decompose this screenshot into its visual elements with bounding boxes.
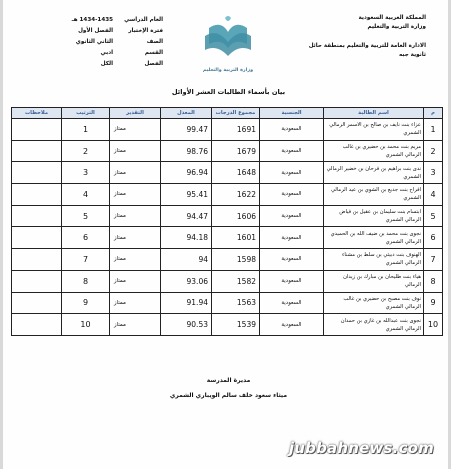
table-row [12, 249, 443, 271]
meta-value: الكل [100, 60, 113, 67]
notes [12, 249, 62, 271]
header-ministry: وزارة التربية والتعليم [367, 24, 426, 30]
meta-label: القسم [144, 49, 163, 56]
rank: 2 [62, 140, 110, 162]
grade: ممتاز [110, 162, 161, 184]
nationality: السعودية [260, 184, 324, 206]
grade: ممتاز [110, 292, 161, 314]
row-index: 6 [424, 227, 443, 249]
average: 98.76 [161, 140, 212, 162]
total-score: 1582 [212, 270, 260, 292]
student-name: هياء بنت طليحان بن مبارك بن زيدان الرمالي [324, 270, 424, 292]
table-row [12, 140, 443, 162]
student-name: نجوى بنت محمد بن ضيف الله بن الحميدي الرمالي الشمري [324, 227, 424, 249]
logo-caption: وزارة التربية والتعليم [202, 68, 254, 73]
header-country: المملكة العربية السعودية [358, 15, 426, 21]
grade: ممتاز [110, 140, 161, 162]
total-score: 1601 [212, 227, 260, 249]
total-score: 1563 [212, 292, 260, 314]
students-table [11, 107, 443, 336]
meta-value: 1434-1435 هـ [71, 16, 113, 23]
col-header-average: المعدل [161, 108, 212, 119]
table-row [12, 292, 443, 314]
student-name: نجوى بنت عبدالله بن غازي بن حمدان الرمالي الشمري [324, 314, 424, 336]
table-row [12, 270, 443, 292]
row-index: 5 [424, 205, 443, 227]
average: 90.53 [161, 314, 212, 336]
meta-label: فترة الإختبار [128, 27, 163, 34]
total-score: 1622 [212, 184, 260, 206]
grade: ممتاز [110, 249, 161, 271]
table-row [12, 227, 443, 249]
nationality: السعودية [260, 140, 324, 162]
meta-label: الصف [146, 38, 163, 45]
nationality: السعودية [260, 227, 324, 249]
row-index: 9 [424, 292, 443, 314]
row-index: 7 [424, 249, 443, 271]
notes [12, 270, 62, 292]
table-header-row [12, 108, 443, 119]
nationality: السعودية [260, 249, 324, 271]
rank: 10 [62, 314, 110, 336]
row-index: 10 [424, 314, 443, 336]
grade: ممتاز [110, 205, 161, 227]
student-name: مريم بنت محمد بن حضيري بن غالب الرمالي الشمري [324, 140, 424, 162]
rank: 4 [62, 184, 110, 206]
signature-role: مديرة المدرسة [206, 377, 251, 384]
meta-label: الفصل [144, 60, 163, 67]
row-index: 2 [424, 140, 443, 162]
grade: ممتاز [110, 227, 161, 249]
meta-value: ادبي [100, 49, 113, 56]
notes [12, 292, 62, 314]
row-index: 4 [424, 184, 443, 206]
header-left-block [63, 14, 163, 69]
total-score: 1648 [212, 162, 260, 184]
row-index: 8 [424, 270, 443, 292]
rank: 5 [62, 205, 110, 227]
table-row [12, 119, 443, 141]
rank: 9 [62, 292, 110, 314]
average: 94.47 [161, 205, 212, 227]
rank: 1 [62, 119, 110, 141]
total-score: 1539 [212, 314, 260, 336]
nationality: السعودية [260, 119, 324, 141]
student-name: عزاء بنت نايف بن صالح بن الاسمر الرمالي الشمري [324, 119, 424, 141]
student-name: ابتسام بنت سليمان بن عقيل بن فياض الرمالي الشمري [324, 205, 424, 227]
student-name: افراح بنت جديع بن الشوي بن عيد الرمالي الشمري [324, 184, 424, 206]
grade: ممتاز [110, 314, 161, 336]
meta-value: الفصل الأول [78, 27, 113, 34]
header-right-block [296, 14, 426, 60]
header-directorate: الادارة العامة للتربية والتعليم بمنطقة حائل [308, 43, 426, 49]
notes [12, 140, 62, 162]
site-watermark: jubbahnews.com [288, 439, 434, 457]
nationality: السعودية [260, 205, 324, 227]
grade: ممتاز [110, 270, 161, 292]
notes [12, 205, 62, 227]
table-row [12, 314, 443, 336]
table-row [12, 184, 443, 206]
nationality: السعودية [260, 162, 324, 184]
total-score: 1679 [212, 140, 260, 162]
rank: 8 [62, 270, 110, 292]
ministry-logo [199, 14, 257, 84]
total-score: 1606 [212, 205, 260, 227]
nationality: السعودية [260, 314, 324, 336]
average: 94.18 [161, 227, 212, 249]
notes [12, 119, 62, 141]
notes [12, 162, 62, 184]
document-title: بيان بأسماء الطالبات العشر الأوائل [171, 88, 286, 96]
student-name: ندى بنت براهيم بن فرحان بن خضير الرمالي الشمري [324, 162, 424, 184]
average: 94 [161, 249, 212, 271]
nationality: السعودية [260, 292, 324, 314]
average: 93.06 [161, 270, 212, 292]
col-header-rank: الترتيب [62, 108, 110, 119]
grade: ممتاز [110, 184, 161, 206]
rank: 3 [62, 162, 110, 184]
average: 96.94 [161, 162, 212, 184]
book-logo-icon [199, 14, 257, 68]
meta-label: العام الدراسي [124, 16, 163, 23]
meta-value: الثاني الثانوي [75, 38, 113, 45]
average: 99.47 [161, 119, 212, 141]
student-name: نوف بنت مصبح بن حضيري بن غالب الرمالي الشمري [324, 292, 424, 314]
grade: ممتاز [110, 119, 161, 141]
total-score: 1598 [212, 249, 260, 271]
total-score: 1691 [212, 119, 260, 141]
rank: 7 [62, 249, 110, 271]
student-name: الهنوف بنت دبيثي بن سلط بن مشناء الرمالي الشمري [324, 249, 424, 271]
signature-name: ميثاء سعود خلف سالم الويباري الشمري [169, 392, 288, 399]
table-row [12, 162, 443, 184]
col-header-index: م [424, 108, 443, 119]
col-header-grade: التقدير [110, 108, 161, 119]
notes [12, 314, 62, 336]
col-header-name: اسم الطالبة [324, 108, 424, 119]
row-index: 3 [424, 162, 443, 184]
rank: 6 [62, 227, 110, 249]
header-school: ثانوية جبه [399, 52, 426, 58]
average: 95.41 [161, 184, 212, 206]
notes [12, 184, 62, 206]
col-header-nationality: الجنسية [260, 108, 324, 119]
nationality: السعودية [260, 270, 324, 292]
notes [12, 227, 62, 249]
average: 91.94 [161, 292, 212, 314]
table-row [12, 205, 443, 227]
row-index: 1 [424, 119, 443, 141]
col-header-notes: ملاحظات [12, 108, 62, 119]
col-header-total: مجموع الدرجات [212, 108, 260, 119]
